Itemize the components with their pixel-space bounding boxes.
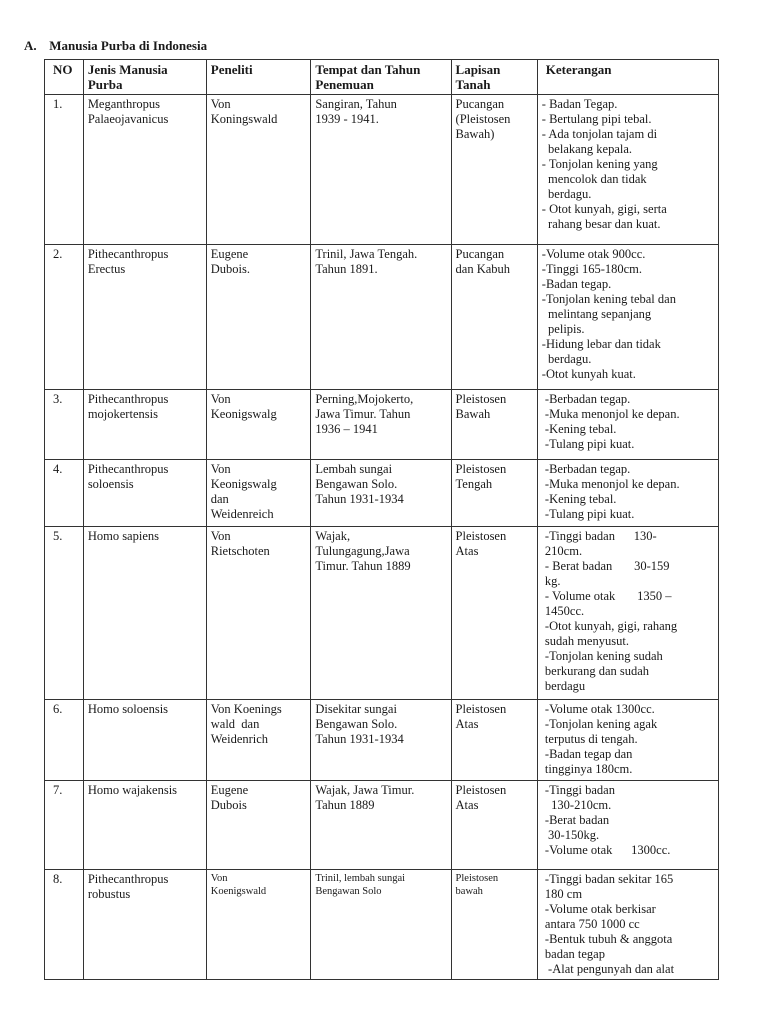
lapisan-line: Atas xyxy=(455,544,479,558)
cell-no: 5. xyxy=(45,527,84,700)
lapisan-line: Pleistosen xyxy=(455,529,507,543)
cell-tempat xyxy=(311,390,451,460)
lapisan-line: Atas xyxy=(455,798,479,812)
table-row xyxy=(45,700,719,781)
jenis-line: robustus xyxy=(87,887,131,901)
tempat-line: Wajak, xyxy=(315,529,351,543)
peneliti-line: Eugene xyxy=(210,247,249,261)
jenis-line: Meganthropus xyxy=(87,97,161,111)
lapisan-line: dan Kabuh xyxy=(455,262,511,276)
keterangan-line: mencolok dan tidak xyxy=(541,172,647,186)
table-row xyxy=(45,95,719,245)
keterangan-line: -Tulang pipi kuat. xyxy=(541,507,635,521)
keterangan-line: tingginya 180cm. xyxy=(541,762,633,776)
cell-keterangan xyxy=(537,390,718,460)
keterangan-line: -Badan tegap dan xyxy=(541,747,633,761)
table-row xyxy=(45,390,719,460)
cell-no: 8. xyxy=(45,870,84,980)
cell-tempat xyxy=(311,95,451,245)
keterangan-line: 130-210cm. xyxy=(541,798,612,812)
tempat-line: Tulungagung,Jawa xyxy=(315,544,410,558)
cell-peneliti xyxy=(206,460,311,527)
keterangan-line: berkurang dan sudah xyxy=(541,664,650,678)
cell-jenis xyxy=(83,390,206,460)
jenis-line: Homo wajakensis xyxy=(87,783,178,797)
keterangan-line: 180 cm xyxy=(541,887,583,901)
cell-keterangan xyxy=(537,527,718,700)
tempat-line: 1936 – 1941 xyxy=(315,422,378,436)
cell-lapisan xyxy=(451,460,537,527)
keterangan-line: -Volume otak 1300cc. xyxy=(541,843,671,857)
keterangan-line: melintang sepanjang xyxy=(541,307,652,321)
tempat-line: Tahun 1889 xyxy=(315,798,375,812)
keterangan-line: -Kening tebal. xyxy=(541,422,617,436)
jenis-line: soloensis xyxy=(87,477,134,491)
table-row xyxy=(45,781,719,870)
header-tempat: Tempat dan Tahun Penemuan xyxy=(311,60,451,95)
table-row xyxy=(45,460,719,527)
keterangan-line: 1450cc. xyxy=(541,604,585,618)
cell-jenis xyxy=(83,95,206,245)
keterangan-line: - Berat badan 30-159 xyxy=(541,559,670,573)
tempat-line: Lembah sungai xyxy=(315,462,393,476)
header-no: NO xyxy=(45,60,84,95)
cell-tempat xyxy=(311,527,451,700)
keterangan-line: terputus di tengah. xyxy=(541,732,638,746)
jenis-line: Pithecanthropus xyxy=(87,247,169,261)
jenis-line: Palaeojavanicus xyxy=(87,112,169,126)
tempat-line: Trinil, Jawa Tengah. xyxy=(315,247,418,261)
keterangan-line: badan tegap xyxy=(541,947,605,961)
keterangan-line: -Tonjolan kening sudah xyxy=(541,649,663,663)
tempat-line: Tahun 1931-1934 xyxy=(315,492,404,506)
peneliti-line: Koenigswald xyxy=(210,886,267,897)
keterangan-line: kg. xyxy=(541,574,561,588)
cell-no: 3. xyxy=(45,390,84,460)
table-header-row xyxy=(45,60,719,95)
jenis-line: Homo soloensis xyxy=(87,702,169,716)
tempat-line: Perning,Mojokerto, xyxy=(315,392,414,406)
lapisan-line: Bawah) xyxy=(455,127,495,141)
cell-keterangan xyxy=(537,460,718,527)
peneliti-line: Von xyxy=(210,392,231,406)
keterangan-line: pelipis. xyxy=(541,322,585,336)
cell-jenis xyxy=(83,870,206,980)
tempat-line: Disekitar sungai xyxy=(315,702,397,716)
peneliti-line: Eugene xyxy=(210,783,249,797)
keterangan-line: 210cm. xyxy=(541,544,583,558)
keterangan-line: - Volume otak 1350 – xyxy=(541,589,672,603)
lapisan-line: Pucangan xyxy=(455,247,505,261)
lapisan-line: Pucangan xyxy=(455,97,505,111)
section-number: A. xyxy=(24,38,37,53)
peneliti-line: Koningswald xyxy=(210,112,278,126)
keterangan-line: -Bentuk tubuh & anggota xyxy=(541,932,673,946)
tempat-line: Jawa Timur. Tahun xyxy=(315,407,411,421)
peneliti-line: Von xyxy=(210,873,228,884)
cell-lapisan xyxy=(451,95,537,245)
peneliti-line: Weidenrich xyxy=(210,732,269,746)
jenis-line: Pithecanthropus xyxy=(87,392,169,406)
keterangan-line: - Badan Tegap. xyxy=(541,97,618,111)
cell-jenis xyxy=(83,245,206,390)
cell-keterangan xyxy=(537,781,718,870)
tempat-line: Tahun 1891. xyxy=(315,262,378,276)
lapisan-line: Pleistosen xyxy=(455,783,507,797)
keterangan-line: -Tinggi 165-180cm. xyxy=(541,262,643,276)
table-row xyxy=(45,870,719,980)
table-body xyxy=(45,95,719,980)
keterangan-line: berdagu. xyxy=(541,352,592,366)
cell-tempat xyxy=(311,700,451,781)
cell-tempat xyxy=(311,245,451,390)
lapisan-line: Atas xyxy=(455,717,479,731)
cell-lapisan xyxy=(451,870,537,980)
keterangan-line: -Hidung lebar dan tidak xyxy=(541,337,661,351)
cell-jenis xyxy=(83,781,206,870)
keterangan-line: 30-150kg. xyxy=(541,828,600,842)
lapisan-line: Pleistosen xyxy=(455,392,507,406)
tempat-line: Bengawan Solo xyxy=(315,886,382,897)
keterangan-line: rahang besar dan kuat. xyxy=(541,217,661,231)
section-title: Manusia Purba di Indonesia xyxy=(49,38,208,53)
keterangan-line: -Volume otak 1300cc. xyxy=(541,702,655,716)
cell-tempat xyxy=(311,781,451,870)
cell-jenis xyxy=(83,460,206,527)
peneliti-line: Keonigswalg xyxy=(210,477,277,491)
lapisan-line: Bawah xyxy=(455,407,491,421)
cell-jenis xyxy=(83,527,206,700)
keterangan-line: sudah menyusut. xyxy=(541,634,629,648)
keterangan-line: -Badan tegap. xyxy=(541,277,612,291)
keterangan-line: - Tonjolan kening yang xyxy=(541,157,658,171)
lapisan-line: Pleistosen xyxy=(455,873,499,884)
keterangan-line: -Tinggi badan sekitar 165 xyxy=(541,872,674,886)
keterangan-line: -Otot kunyah, gigi, rahang xyxy=(541,619,678,633)
keterangan-line: - Bertulang pipi tebal. xyxy=(541,112,652,126)
peneliti-line: dan xyxy=(210,492,229,506)
jenis-line: Erectus xyxy=(87,262,126,276)
cell-lapisan xyxy=(451,527,537,700)
cell-keterangan xyxy=(537,95,718,245)
peneliti-line: Von xyxy=(210,97,231,111)
cell-lapisan xyxy=(451,390,537,460)
tempat-line: Wajak, Jawa Timur. xyxy=(315,783,415,797)
cell-lapisan xyxy=(451,781,537,870)
keterangan-line: -Volume otak berkisar xyxy=(541,902,656,916)
peneliti-line: Dubois. xyxy=(210,262,250,276)
peneliti-line: Keonigswalg xyxy=(210,407,277,421)
cell-no: 1. xyxy=(45,95,84,245)
lapisan-line: (Pleistosen xyxy=(455,112,511,126)
keterangan-line: antara 750 1000 cc xyxy=(541,917,640,931)
cell-keterangan xyxy=(537,870,718,980)
lapisan-line: Pleistosen xyxy=(455,462,507,476)
peneliti-line: Weidenreich xyxy=(210,507,274,521)
lapisan-line: Pleistosen xyxy=(455,702,507,716)
header-keterangan: Keterangan xyxy=(537,60,718,95)
jenis-line: Homo sapiens xyxy=(87,529,159,543)
section-heading xyxy=(24,38,207,54)
keterangan-line: - Otot kunyah, gigi, serta xyxy=(541,202,667,216)
keterangan-line: -Tulang pipi kuat. xyxy=(541,437,635,451)
cell-peneliti xyxy=(206,95,311,245)
header-peneliti: Peneliti xyxy=(206,60,311,95)
jenis-line: mojokertensis xyxy=(87,407,158,421)
header-jenis: Jenis Manusia Purba xyxy=(83,60,206,95)
tempat-line: Bengawan Solo. xyxy=(315,477,398,491)
jenis-line: Pithecanthropus xyxy=(87,462,169,476)
peneliti-line: wald dan xyxy=(210,717,260,731)
peneliti-line: Dubois xyxy=(210,798,247,812)
cell-no: 4. xyxy=(45,460,84,527)
keterangan-line: -Kening tebal. xyxy=(541,492,617,506)
cell-no: 6. xyxy=(45,700,84,781)
tempat-line: Timur. Tahun 1889 xyxy=(315,559,411,573)
table-row xyxy=(45,527,719,700)
tempat-line: Tahun 1931-1934 xyxy=(315,732,404,746)
keterangan-line: -Tonjolan kening agak xyxy=(541,717,658,731)
keterangan-line: -Berat badan xyxy=(541,813,610,827)
manusia-purba-table xyxy=(44,59,719,980)
cell-tempat xyxy=(311,460,451,527)
cell-peneliti xyxy=(206,870,311,980)
cell-peneliti xyxy=(206,781,311,870)
keterangan-line: -Muka menonjol ke depan. xyxy=(541,407,680,421)
keterangan-line: -Tinggi badan xyxy=(541,783,615,797)
cell-jenis xyxy=(83,700,206,781)
keterangan-line: belakang kepala. xyxy=(541,142,633,156)
tempat-line: Sangiran, Tahun xyxy=(315,97,397,111)
cell-peneliti xyxy=(206,245,311,390)
keterangan-line: -Volume otak 900cc. xyxy=(541,247,646,261)
keterangan-line: -Tinggi badan 130- xyxy=(541,529,657,543)
jenis-line: Pithecanthropus xyxy=(87,872,169,886)
keterangan-line: -Alat pengunyah dan alat xyxy=(541,962,675,976)
peneliti-line: Von xyxy=(210,529,231,543)
cell-peneliti xyxy=(206,390,311,460)
table-row xyxy=(45,245,719,390)
peneliti-line: Von xyxy=(210,462,231,476)
cell-lapisan xyxy=(451,245,537,390)
keterangan-line: berdagu. xyxy=(541,187,592,201)
cell-lapisan xyxy=(451,700,537,781)
cell-tempat xyxy=(311,870,451,980)
keterangan-line: -Berbadan tegap. xyxy=(541,392,631,406)
cell-peneliti xyxy=(206,527,311,700)
keterangan-line: -Muka menonjol ke depan. xyxy=(541,477,680,491)
peneliti-line: Von Koenings xyxy=(210,702,282,716)
tempat-line: Trinil, lembah sungai xyxy=(315,873,406,884)
keterangan-line: berdagu xyxy=(541,679,586,693)
cell-peneliti xyxy=(206,700,311,781)
cell-no: 7. xyxy=(45,781,84,870)
lapisan-line: Tengah xyxy=(455,477,493,491)
lapisan-line: bawah xyxy=(455,886,483,897)
keterangan-line: -Berbadan tegap. xyxy=(541,462,631,476)
tempat-line: Bengawan Solo. xyxy=(315,717,398,731)
keterangan-line: -Tonjolan kening tebal dan xyxy=(541,292,676,306)
cell-keterangan xyxy=(537,245,718,390)
peneliti-line: Rietschoten xyxy=(210,544,270,558)
keterangan-line: - Ada tonjolan tajam di xyxy=(541,127,658,141)
cell-no: 2. xyxy=(45,245,84,390)
cell-keterangan xyxy=(537,700,718,781)
tempat-line: 1939 - 1941. xyxy=(315,112,379,126)
header-lapisan: Lapisan Tanah xyxy=(451,60,537,95)
keterangan-line: -Otot kunyah kuat. xyxy=(541,367,636,381)
